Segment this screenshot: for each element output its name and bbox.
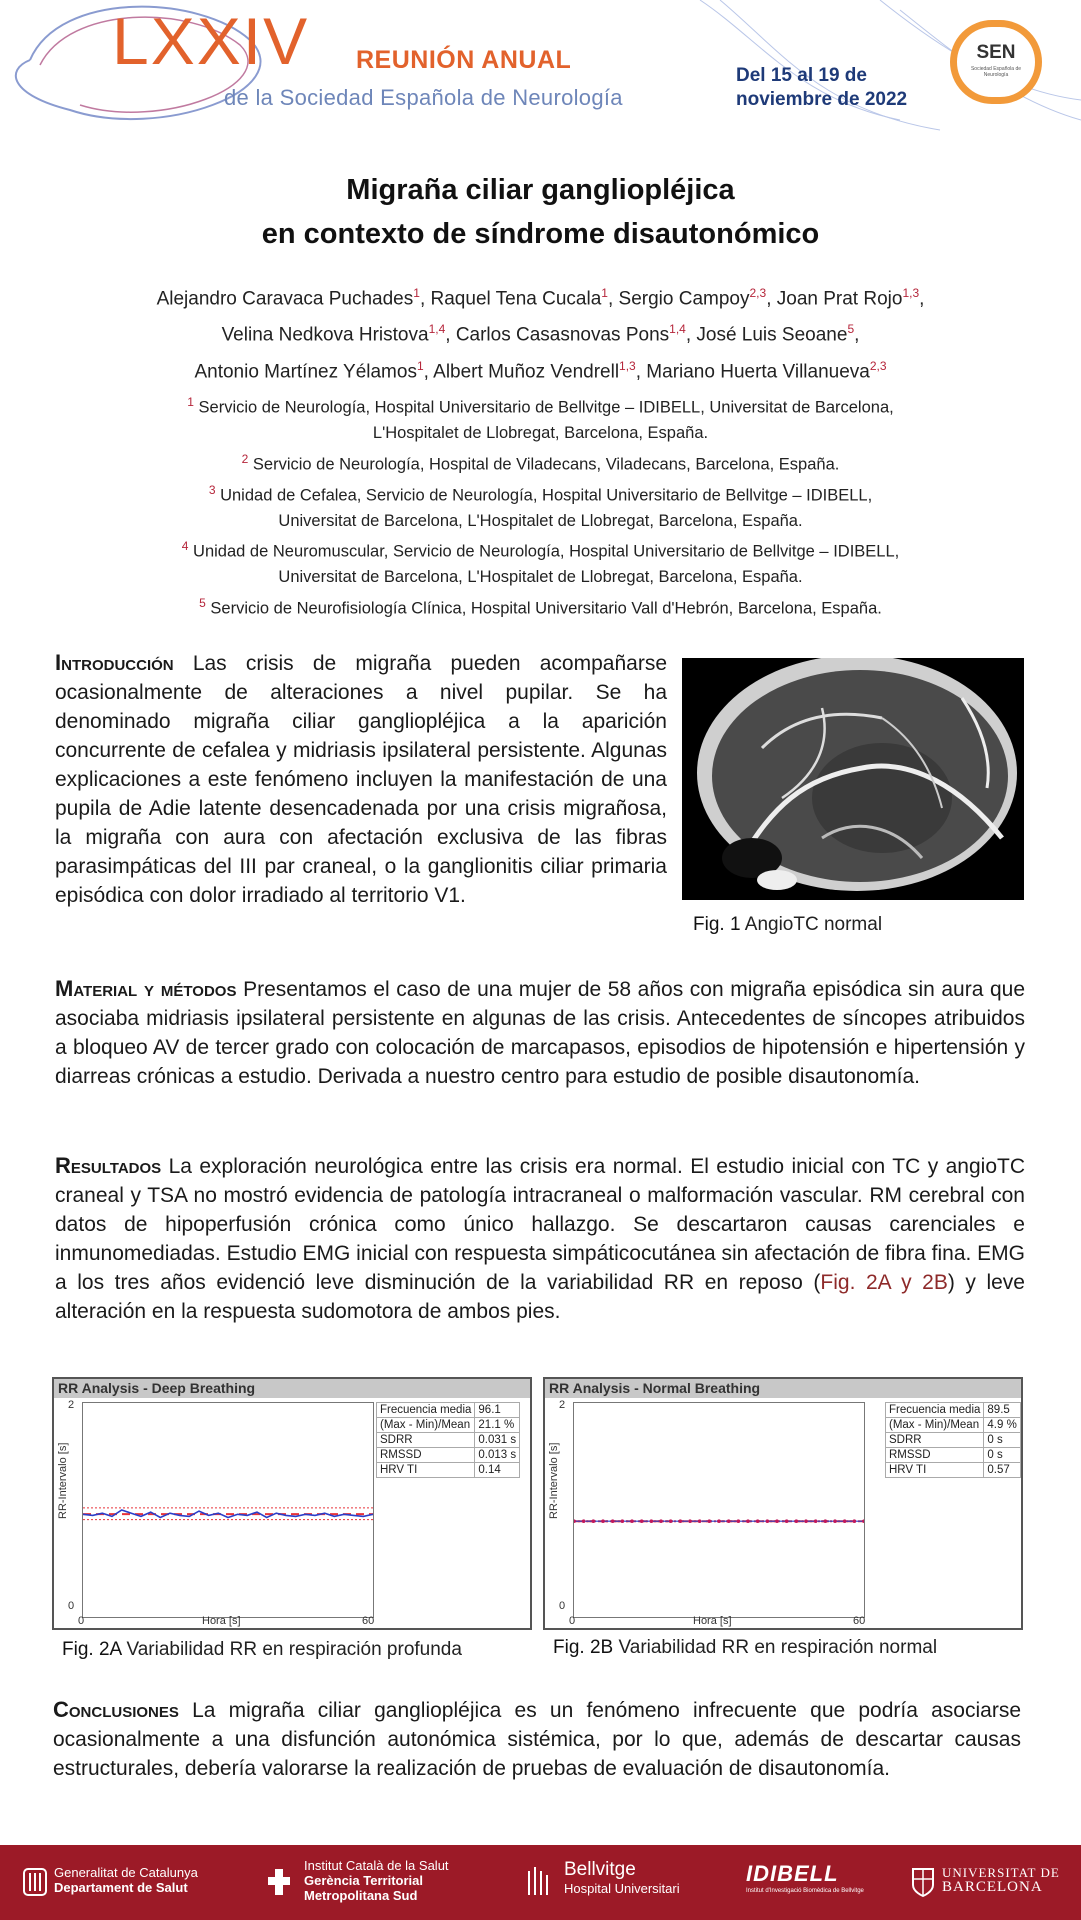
stats-row — [377, 1448, 520, 1463]
rr-data-point — [611, 1519, 615, 1523]
rr-normal-ylabel: RR-Intervalo [s] — [548, 1442, 560, 1519]
stats-label: RMSSD — [377, 1448, 475, 1463]
stats-value: 0 s — [984, 1433, 1020, 1448]
stats-label: SDRR — [377, 1433, 475, 1448]
rr-deep-ytick-bottom: 0 — [68, 1600, 75, 1612]
stats-label: HRV TI — [377, 1463, 475, 1478]
rr-data-point — [582, 1519, 586, 1523]
gencat-line-1: Generalitat de Catalunya — [54, 1865, 198, 1880]
rr-deep-stats-table — [376, 1402, 520, 1478]
stats-label: SDRR — [886, 1433, 984, 1448]
rr-data-point — [727, 1519, 731, 1523]
gencat-line-2: Departament de Salut — [54, 1880, 188, 1895]
rr-deep-title: RR Analysis - Deep Breathing — [54, 1379, 530, 1398]
ics-cross-icon — [266, 1865, 292, 1899]
stats-row — [886, 1463, 1021, 1478]
results-text-a: La exploración neurológica entre las crisis era normal. El estudio inicial con TC y angioTC craneal y TSA no mostró evidencia de patología intracraneal o malformación vascular. RM cerebral con datos de hipoperfusión crónica como único hallazgo. Se descartaron causas carenciales e inmunomediadas. Estudio EMG inicial con respuesta simpáticocutánea sin afectación de fibra fina. EMG a los tres años evidenció leve disminución de la variabilidad RR en reposo ( — [55, 1155, 1025, 1294]
gencat-logo-text — [54, 1865, 198, 1895]
fig1-caption — [693, 914, 882, 936]
fig2b-text: Variabilidad RR en respiración normal — [618, 1637, 938, 1658]
stats-value: 0.031 s — [475, 1433, 520, 1448]
rr-normal-ytick-bottom: 0 — [559, 1600, 566, 1612]
bellvitge-line-1: Bellvitge — [564, 1859, 636, 1880]
rr-data-point — [746, 1519, 750, 1523]
affiliation-number: 2 — [241, 451, 249, 466]
rr-panel-deep — [52, 1377, 532, 1630]
bellvitge-line-2: Hospital Universitari — [564, 1881, 680, 1896]
rr-data-point — [679, 1519, 683, 1523]
author-name: Velina Nedkova Hristova — [221, 324, 429, 346]
bellvitge-pillars-icon — [526, 1865, 552, 1899]
stats-label: HRV TI — [886, 1463, 984, 1478]
author-name: Carlos Casasnovas Pons — [455, 324, 670, 346]
rr-deep-xlabel: Hora [s] — [202, 1615, 241, 1627]
stats-row — [886, 1418, 1021, 1433]
stats-label: (Max - Min)/Mean — [886, 1418, 984, 1433]
affiliation-number: 3 — [208, 482, 216, 497]
rr-data-point — [795, 1519, 799, 1523]
rr-data-point — [669, 1519, 673, 1523]
sen-logo-text: SEN — [976, 42, 1016, 63]
congress-number: LXXIV — [112, 4, 310, 78]
dates-line-2: noviembre de 2022 — [736, 89, 908, 110]
stats-value: 0.14 — [475, 1463, 520, 1478]
rr-data-point — [659, 1519, 663, 1523]
dates-line-1: Del 15 al 19 de — [736, 65, 867, 86]
rr-data-point — [814, 1519, 818, 1523]
affiliation-item: $^3$ Unidad de Cefalea, Servicio de Neurología, Hospital Universitario de Bellvitge – IDIBELL, Universitat de Barcelona, L'Hospitalet de Llobregat, Barcelona, España. — [208, 482, 873, 530]
fig2b-label: Fig. 2B — [553, 1637, 614, 1658]
rr-data-point — [601, 1519, 605, 1523]
stats-label: Frecuencia media — [886, 1403, 984, 1418]
affiliation-item: $^2$ Servicio de Neurología, Hospital de Viladecans, Viladecans, Barcelona, España. — [241, 451, 840, 473]
ub-line-1: UNIVERSITAT DE — [942, 1865, 1060, 1880]
author-affiliation-mark: 1 — [416, 358, 424, 373]
angio-ct-scan — [682, 658, 1024, 900]
stats-value: 96.1 — [475, 1403, 520, 1418]
affiliation-item: $^1$ Servicio de Neurología, Hospital Universitario de Bellvitge – IDIBELL, Universitat de Barcelona, L'Hospitalet de Llobregat, Barcelona, España. — [187, 395, 894, 442]
ics-logo-text — [304, 1858, 449, 1903]
rr-normal-xlabel: Hora [s] — [693, 1615, 732, 1627]
rr-data-point — [756, 1519, 760, 1523]
rr-data-point — [766, 1519, 770, 1523]
author-affiliation-mark: 5 — [847, 322, 855, 337]
methods-section — [55, 974, 1025, 1091]
congress-header — [0, 0, 1081, 135]
methods-heading: Material y métodos — [55, 976, 237, 1001]
author-affiliation-mark: 1 — [601, 286, 608, 300]
rr-deep-plot-area — [82, 1402, 374, 1618]
rr-normal-xtick-60: 60 — [853, 1615, 866, 1627]
author-affiliation-mark: 1,4 — [669, 322, 686, 337]
rr-data-point — [824, 1519, 828, 1523]
rr-normal-ytick-top: 2 — [559, 1399, 566, 1411]
rr-data-point — [775, 1519, 779, 1523]
stats-label: RMSSD — [886, 1448, 984, 1463]
results-section — [55, 1151, 1025, 1326]
author-name: Albert Muñoz Vendrell — [433, 360, 620, 382]
affiliation-item: $^5$ Servicio de Neurofisiología Clínica, Hospital Universitario Vall d'Hebrón, Barcelona, España. — [199, 595, 882, 617]
stats-value: 0.013 s — [475, 1448, 520, 1463]
author-affiliation-mark: 1,4 — [428, 322, 446, 337]
fig2a-text: Variabilidad RR en respiración profunda — [126, 1639, 462, 1660]
rr-data-point — [574, 1519, 576, 1523]
stats-row — [886, 1433, 1021, 1448]
author-name: Antonio Martínez Yélamos — [194, 360, 417, 382]
fig1-label: Fig. 1 — [693, 914, 741, 935]
author-name: Raquel Tena Cucala — [430, 288, 602, 310]
rr-data-point — [853, 1519, 857, 1523]
rr-deep-ylabel: RR-Intervalo [s] — [57, 1442, 69, 1519]
ics-line-2: Gerència Territorial — [304, 1873, 423, 1888]
rr-deep-ytick-top: 2 — [68, 1399, 75, 1411]
rr-data-point — [688, 1519, 692, 1523]
rr-data-point — [785, 1519, 789, 1523]
stats-row — [377, 1418, 520, 1433]
stats-label: Frecuencia media — [377, 1403, 475, 1418]
stats-value: 89.5 — [984, 1403, 1020, 1418]
affiliation-number: 1 — [187, 395, 194, 409]
conclusions-heading: Conclusiones — [53, 1697, 179, 1722]
rr-data-point — [698, 1519, 702, 1523]
stats-label: (Max - Min)/Mean — [377, 1418, 475, 1433]
ub-logo-text — [942, 1865, 1060, 1895]
rr-data-point — [862, 1519, 864, 1523]
stats-row — [377, 1433, 520, 1448]
introduction-text: Las crisis de migraña pueden acompañarse ocasionalmente de alteraciones a nivel pupilar. Se ha denominado migraña ciliar gangliopléjica a la aparición concurrente de cefalea y midriasis ipsilateral persistente. Algunas explicaciones a este fenómeno incluyen la manifestación de una pupila de Adie latente desencadenada por una crisis migrañosa, la migraña con aura con afectación exclusiva de las fibras parasimpáticas del III par craneal, o la ganglionitis ciliar primaria episódica con dolor irradiado al territorio V1. — [55, 652, 667, 907]
author-name: Sergio Campoy — [618, 288, 750, 310]
rr-deep-xtick-0: 0 — [78, 1615, 85, 1627]
fig2-reference-link[interactable]: Fig. 2A y 2B — [820, 1271, 948, 1294]
author-name: Joan Prat Rojo — [776, 288, 903, 310]
stats-value: 4.9 % — [984, 1418, 1020, 1433]
author-affiliation-mark: 1,3 — [619, 358, 636, 373]
society-name: de la Sociedad Española de Neurología — [224, 85, 623, 110]
reunion-anual-label: REUNIÓN ANUAL — [356, 46, 572, 74]
author-name: José Luis Seoane — [696, 324, 848, 346]
fig2b-caption — [553, 1637, 937, 1659]
rr-data-point — [737, 1519, 741, 1523]
ics-line-1: Institut Català de la Salut — [304, 1858, 449, 1873]
stats-row — [377, 1403, 520, 1418]
rr-normal-title: RR Analysis - Normal Breathing — [545, 1379, 1021, 1398]
affiliation-item: $^4$ Unidad de Neuromuscular, Servicio de Neurología, Hospital Universitario de Bellvitge – IDIBELL, Universitat de Barcelona, L'Hospitalet de Llobregat, Barcelona, España. — [181, 539, 900, 586]
bellvitge-logo-text — [564, 1859, 680, 1896]
rr-normal-stats-table — [885, 1402, 1021, 1478]
sen-logo — [950, 20, 1056, 112]
rr-deep-xtick-60: 60 — [362, 1615, 375, 1627]
rr-data-point — [708, 1519, 712, 1523]
angio-ct-image — [682, 658, 1024, 900]
stats-value: 0 s — [984, 1448, 1020, 1463]
congress-dates — [736, 64, 907, 112]
affiliation-number: 5 — [199, 595, 206, 610]
title-line-2: en contexto de síndrome disautonómico — [261, 218, 820, 250]
stats-row — [886, 1448, 1021, 1463]
introduction-heading: Introducción — [55, 650, 174, 675]
conclusions-text: La migraña ciliar gangliopléjica es un fenómeno infrecuente que podría asociarse ocasionalmente a una disfunción autonómica sistémica, por lo que, además de descartar causas estructurales, debería valorarse la realización de pruebas de evaluación de disautonomía. — [53, 1699, 1021, 1780]
title-line-1: Migraña ciliar gangliopléjica — [346, 174, 735, 206]
ics-line-3: Metropolitana Sud — [304, 1888, 418, 1903]
author-list: Alejandro Caravaca Puchades$^1$, Raquel Tena Cucala$^1$, Sergio Campoy$^{2,3}$, Joan Prat Rojo$^{1,3}$, Velina Nedkova Hristova$^{1,4}$, Carlos Casasnovas Pons$^{1,4}$, José Luis Seoane$^5$, Antonio Martínez Yélamos$^1$, Albert Muñoz Vendrell$^{1,3}$, Mariano Huerta Villanueva$^{2,3}$ — [156, 286, 925, 382]
fig2a-label: Fig. 2A — [62, 1639, 122, 1660]
conclusions-section — [53, 1695, 1021, 1783]
introduction-section — [55, 648, 667, 910]
author-affiliation-mark: 2,3 — [749, 286, 767, 300]
gencat-logo-icon — [22, 1865, 48, 1899]
idibell-line-1: IDIBELL — [746, 1861, 839, 1886]
ub-shield-icon — [910, 1865, 936, 1899]
rr-normal-xtick-0: 0 — [569, 1615, 576, 1627]
idibell-logo-text — [746, 1861, 864, 1895]
rr-data-point — [630, 1519, 634, 1523]
stats-row — [886, 1403, 1021, 1418]
sen-logo-subtitle: Sociedad Española de Neurología — [970, 66, 1022, 78]
affiliation-number: 4 — [181, 539, 189, 553]
poster-title — [0, 168, 1081, 256]
rr-data-point — [717, 1519, 721, 1523]
rr-data-point — [650, 1519, 654, 1523]
ub-line-2: BARCELONA — [942, 1879, 1043, 1895]
rr-data-point — [592, 1519, 596, 1523]
fig1-text: AngioTC normal — [744, 914, 883, 935]
stats-row — [377, 1463, 520, 1478]
stats-value: 0.57 — [984, 1463, 1020, 1478]
rr-panel-normal — [543, 1377, 1023, 1630]
stats-value: 21.1 % — [475, 1418, 520, 1433]
author-name: Alejandro Caravaca Puchades — [156, 288, 414, 310]
rr-data-point — [804, 1519, 808, 1523]
affiliation-list — [120, 390, 961, 622]
author-affiliation-mark: 1 — [413, 286, 420, 300]
rr-normal-plot — [574, 1403, 864, 1617]
author-affiliation-mark: 1,3 — [902, 286, 920, 300]
rr-data-point — [833, 1519, 837, 1523]
rr-deep-plot — [83, 1403, 373, 1617]
methods-text: Presentamos el caso de una mujer de 58 años con migraña episódica sin aura que asociaba midriasis ipsilateral persistente en algunas de las crisis. Antecedentes de síncopes atribuidos a bloqueo AV de tercer grado con colocación de marcapasos, episodios de hipotensión e hipertensión y diarreas crónicas a estudio. Derivada a nuestro centro para estudio de posible disautonomía. — [55, 978, 1025, 1088]
rr-data-point — [843, 1519, 847, 1523]
fig2a-caption — [62, 1639, 462, 1661]
rr-normal-plot-area — [573, 1402, 865, 1618]
results-text-b: ) y leve alteración en la respuesta sudomotora de ambos pies. — [55, 1271, 1025, 1323]
rr-data-point — [621, 1519, 625, 1523]
rr-data-point — [640, 1519, 644, 1523]
author-name: Mariano Huerta Villanueva — [646, 360, 870, 382]
institutional-footer — [0, 1845, 1081, 1920]
author-affiliation-mark: 2,3 — [869, 358, 887, 373]
results-heading: Resultados — [55, 1153, 162, 1178]
idibell-line-2: Institut d'Investigació Biomèdica de Bellvitge — [746, 1888, 864, 1894]
